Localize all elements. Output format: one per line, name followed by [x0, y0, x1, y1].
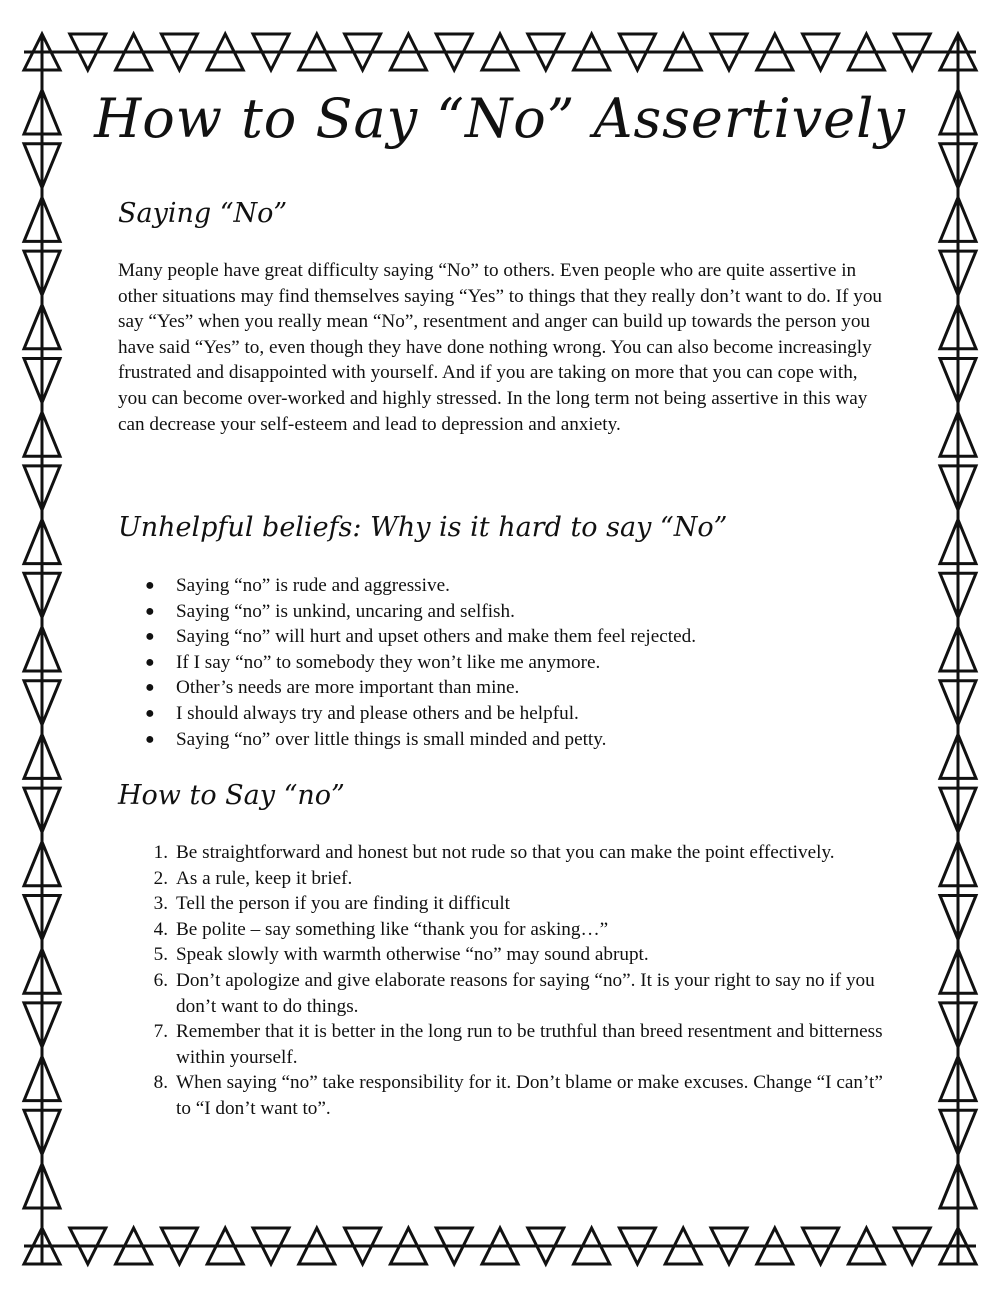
- bullet-icon: ●: [145, 602, 155, 620]
- section-heading-unhelpful-beliefs: Unhelpful beliefs: Why is it hard to say “No”: [118, 512, 728, 543]
- list-item: ● Other’s needs are more important than mine.: [118, 675, 888, 701]
- section-heading-saying-no: Saying “No”: [118, 198, 288, 229]
- list-item: 8. When saying “no” take responsibility for it. Don’t blame or make excuses. Change “I can’t” to “I don’t want to”.: [153, 1072, 883, 1119]
- list-item: 2. As a rule, keep it brief.: [153, 867, 353, 889]
- bullet-icon: ●: [145, 628, 155, 646]
- section-heading-how-to-say-no: How to Say “no”: [118, 780, 345, 811]
- bullet-icon: ●: [145, 730, 155, 748]
- bullet-icon: ●: [145, 679, 155, 697]
- list-item: 7. Remember that it is better in the long run to be truthful than breed resentment and bitterness within yourself.: [153, 1021, 883, 1068]
- list-item: ● Saying “no” is rude and aggressive.: [118, 573, 888, 599]
- list-item: 4. Be polite – say something like “thank you for asking…”: [153, 918, 609, 940]
- intro-paragraph: Many people have great difficulty saying “No” to others. Even people who are quite assertive in other situations may find themselves saying “Yes” to things that they really don’t want to do. If you say “Yes” when you really mean “No”, resentment and anger can build up towards the person you have said “Yes” to, even though they have done nothing wrong. You can also become increasingly frustrated and disappointed with yourself. And if you are taking on more that you can cope with, you can become over-worked and highly stressed. In the long term not being assertive in this way can decrease your self-esteem and lead to depression and anxiety.: [118, 260, 883, 435]
- steps-list: [118, 840, 888, 1122]
- list-item: ● Saying “no” will hurt and upset others and make them feel rejected.: [118, 624, 888, 650]
- list-item: ● Saying “no” over little things is small minded and petty.: [118, 727, 888, 753]
- beliefs-list: [118, 573, 888, 752]
- bullet-icon: ●: [145, 653, 155, 671]
- list-item: ● I should always try and please others and be helpful.: [118, 701, 888, 727]
- list-item: 1. Be straightforward and honest but not rude so that you can make the point effectively.: [153, 842, 835, 863]
- bullet-icon: ●: [145, 577, 155, 594]
- bullet-icon: ●: [145, 704, 155, 722]
- list-item: 6. Don’t apologize and give elaborate reasons for saying “no”. It is your right to say no if you don’t want to do things.: [153, 969, 875, 1017]
- list-item: ● If I say “no” to somebody they won’t like me anymore.: [118, 650, 888, 676]
- list-item: 5. Speak slowly with warmth otherwise “no” may sound abrupt.: [153, 944, 649, 966]
- list-item: 3. Tell the person if you are finding it difficult: [153, 893, 511, 915]
- list-item: ● Saying “no” is unkind, uncaring and selfish.: [118, 599, 888, 625]
- page-title: How to Say “No” Assertively: [94, 87, 906, 150]
